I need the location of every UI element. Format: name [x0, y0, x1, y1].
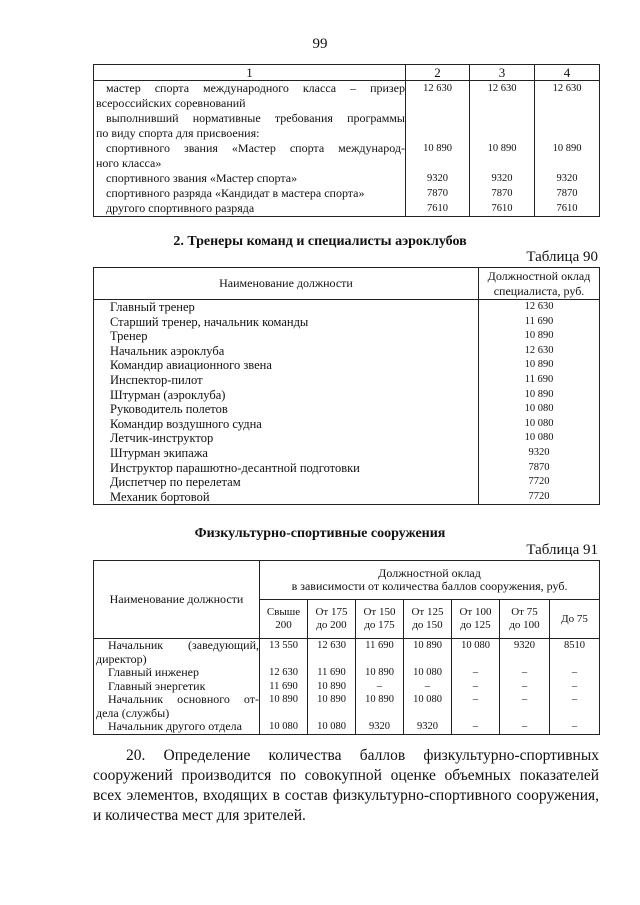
list-item: Тренер — [110, 329, 148, 344]
cell-value: 9320 — [491, 173, 513, 184]
values-col — [550, 639, 600, 735]
table-header-row — [94, 65, 600, 81]
header-cell: Наименование должности — [94, 561, 260, 639]
values-col — [452, 639, 500, 735]
header-cell: Наименование должности — [94, 268, 479, 300]
cell-value: – — [472, 721, 479, 732]
cell-value: 10 080 — [461, 640, 490, 651]
cell-value: 7870 — [427, 188, 448, 199]
list-item: Командир авиационного звена — [110, 358, 272, 373]
subheader-line: От 175 — [315, 606, 348, 618]
cell-value: – — [521, 667, 528, 678]
cell-value: 9320 — [417, 721, 438, 732]
subheader-cell — [356, 600, 404, 639]
cell-value: 11 690 — [269, 680, 298, 692]
table-label: Таблица 91 — [526, 542, 598, 558]
cell-value: 10 080 — [524, 417, 554, 429]
subheader-line: От 150 — [363, 606, 396, 618]
subheader-line: до 100 — [509, 619, 540, 631]
cell-value: 12 630 — [269, 667, 298, 678]
row-label: Начальник другого отдела — [108, 719, 242, 733]
cell-value: – — [571, 721, 578, 732]
cell-value: 10 890 — [552, 143, 582, 154]
row-label: по виду спорта для присвоения: — [96, 126, 260, 140]
row-label: ного класса» — [96, 156, 162, 170]
row-label: мастер спорта международного класса – призер — [106, 81, 405, 95]
cell-value: 10 890 — [524, 359, 554, 371]
cell-value: 7870 — [491, 188, 513, 199]
cell-value: 9320 — [556, 173, 578, 184]
cell-value: 10 080 — [524, 403, 554, 415]
list-item: Штурман экипажа — [110, 445, 208, 460]
row-label: директор) — [96, 651, 147, 666]
cell-value: 9320 — [427, 173, 448, 184]
list-item: Диспетчер по перелетам — [110, 475, 241, 490]
list-item: Инспектор-пилот — [110, 372, 203, 387]
cell-value: 11 690 — [317, 667, 346, 678]
cell-value: 7720 — [528, 490, 550, 502]
table-body-row — [94, 81, 600, 217]
salary-values — [479, 300, 600, 505]
list-item: Летчик-инструктор — [110, 431, 214, 446]
row-label: всероссийских соревнований — [96, 96, 246, 110]
cell-value: 10 890 — [317, 694, 346, 705]
subheader-cell — [550, 600, 600, 639]
cell-value: 7610 — [556, 203, 578, 214]
subheader-line: До 75 — [561, 612, 588, 625]
cell-value: 10 890 — [524, 388, 554, 400]
cell-value: 10 080 — [269, 721, 298, 732]
list-item: Главный тренер — [110, 300, 195, 314]
values-col-2 — [406, 81, 470, 217]
cell-value: 11 690 — [524, 373, 554, 385]
cell-value: 10 890 — [269, 694, 298, 705]
cell-value: 7870 — [556, 188, 578, 199]
header-line: специалиста, руб. — [493, 283, 585, 298]
cell-value: 10 890 — [524, 330, 554, 342]
section-title: Физкультурно-спортивные сооружения — [194, 526, 446, 541]
table-body-row — [94, 300, 600, 505]
header-cell: 2 — [406, 65, 470, 81]
cell-value: 9320 — [528, 446, 550, 458]
row-label: спортивного звания «Мастер спорта» — [106, 171, 298, 185]
values-col — [356, 639, 404, 735]
table-body-row — [94, 639, 600, 735]
values-col-4 — [535, 81, 600, 217]
values-col-3 — [470, 81, 535, 217]
table-header-row — [94, 561, 600, 600]
cell-value: 7610 — [491, 203, 513, 214]
row-label: выполнивший нормативные требования программы — [106, 111, 405, 125]
cell-value: 7720 — [528, 476, 550, 488]
header-cell — [260, 561, 600, 600]
cell-value: 11 690 — [365, 640, 394, 651]
header-line: Должностной оклад — [487, 268, 591, 283]
cell-value: 8510 — [564, 640, 586, 651]
cell-value: 10 890 — [413, 640, 442, 651]
cell-value: 12 630 — [552, 83, 582, 94]
list-item: Старший тренер, начальник команды — [110, 314, 309, 329]
continuation-table — [93, 64, 600, 217]
list-item: Механик бортовой — [110, 489, 210, 504]
cell-value: 13 550 — [269, 640, 298, 651]
cell-value: 9320 — [369, 721, 390, 732]
subheader-cell — [260, 600, 308, 639]
cell-value: – — [571, 667, 578, 678]
row-label: Начальник (заведующий, — [108, 638, 259, 652]
header-cell — [479, 268, 600, 300]
subheader-line: 200 — [275, 619, 292, 631]
cell-value: 9320 — [514, 640, 535, 651]
row-label: Главный энергетик — [108, 678, 206, 693]
cell-value: – — [521, 721, 528, 732]
page-number: 99 — [312, 36, 328, 52]
values-col — [500, 639, 550, 735]
cell-value: 10 890 — [365, 667, 394, 678]
cell-value: 10 890 — [487, 143, 517, 154]
values-col — [260, 639, 308, 735]
row-label: Начальник основного от- — [108, 692, 259, 706]
row-label: спортивного звания «Мастер спорта международ- — [106, 141, 405, 155]
cell-value: 10 890 — [365, 694, 394, 705]
table-header-row — [94, 268, 600, 300]
cell-value: 12 630 — [317, 640, 346, 651]
table-label: Таблица 90 — [526, 249, 598, 265]
cell-value: 11 690 — [524, 315, 554, 327]
values-col — [404, 639, 452, 735]
header-line: Должностной оклад — [378, 566, 481, 580]
list-item: Инструктор парашютно-десантной подготовки — [110, 460, 360, 475]
cell-value: – — [521, 680, 528, 692]
cell-value: – — [472, 694, 479, 705]
cell-value: 10 080 — [317, 721, 346, 732]
header-cell: 3 — [470, 65, 535, 81]
row-label: дела (службы) — [96, 705, 170, 720]
cell-value: 12 630 — [487, 83, 517, 94]
table-91 — [93, 560, 600, 735]
header-cell: 4 — [535, 65, 600, 81]
row-label: другого спортивного разряда — [106, 201, 255, 215]
cell-value: – — [571, 694, 578, 705]
row-label: спортивного разряда «Кандидат в мастера спорта» — [106, 186, 365, 200]
values-col — [308, 639, 356, 735]
subheader-line: до 125 — [460, 619, 491, 631]
cell-value: 12 630 — [524, 344, 554, 356]
cell-value: 7610 — [427, 203, 448, 214]
cell-value: 10 080 — [413, 694, 442, 705]
subheader-cell — [404, 600, 452, 639]
list-item: Руководитель полетов — [110, 402, 228, 417]
section-title: 2. Тренеры команд и специалисты аэроклубов — [173, 234, 467, 249]
list-item: Начальник аэроклуба — [110, 343, 225, 358]
body-paragraph: 20. Определение количества баллов физкультурно-спортивных сооружений производится по совокупной оценке объемных показателей всех элементов, входящих в состав физкультурно-спортивного сооружения, и количества мест для зрителей. — [93, 747, 599, 824]
cell-value: 10 080 — [413, 667, 442, 678]
subheader-line: От 125 — [411, 606, 444, 618]
row-label: Главный инженер — [108, 665, 199, 679]
cell-value: 10 890 — [317, 680, 346, 692]
cell-value: 12 630 — [524, 301, 554, 312]
cell-value: – — [472, 680, 479, 692]
subheader-cell — [308, 600, 356, 639]
subheader-cell — [500, 600, 550, 639]
cell-value: 10 890 — [423, 143, 452, 154]
header-cell: 1 — [94, 65, 406, 81]
cell-value: – — [571, 680, 578, 692]
list-item: Штурман (аэроклуба) — [110, 387, 226, 402]
cell-value: – — [376, 680, 383, 692]
position-names — [94, 81, 406, 217]
subheader-line: до 175 — [364, 619, 395, 631]
subheader-line: до 150 — [412, 619, 443, 631]
list-item: Командир воздушного судна — [110, 416, 262, 431]
cell-value: – — [424, 680, 431, 692]
cell-value: 12 630 — [423, 83, 452, 94]
subheader-line: Свыше — [266, 606, 301, 618]
cell-value: 7870 — [528, 461, 550, 473]
subheader-line: От 75 — [511, 606, 538, 618]
subheader-line: От 100 — [459, 606, 492, 618]
cell-value: – — [521, 694, 528, 705]
cell-value: – — [472, 667, 479, 678]
subheader-line: до 200 — [316, 619, 347, 631]
subheader-cell — [452, 600, 500, 639]
table-90 — [93, 267, 600, 505]
position-names — [94, 300, 479, 505]
header-line: в зависимости от количества баллов сооружения, руб. — [291, 579, 568, 593]
cell-value: 10 080 — [524, 432, 554, 444]
position-names — [94, 639, 260, 735]
